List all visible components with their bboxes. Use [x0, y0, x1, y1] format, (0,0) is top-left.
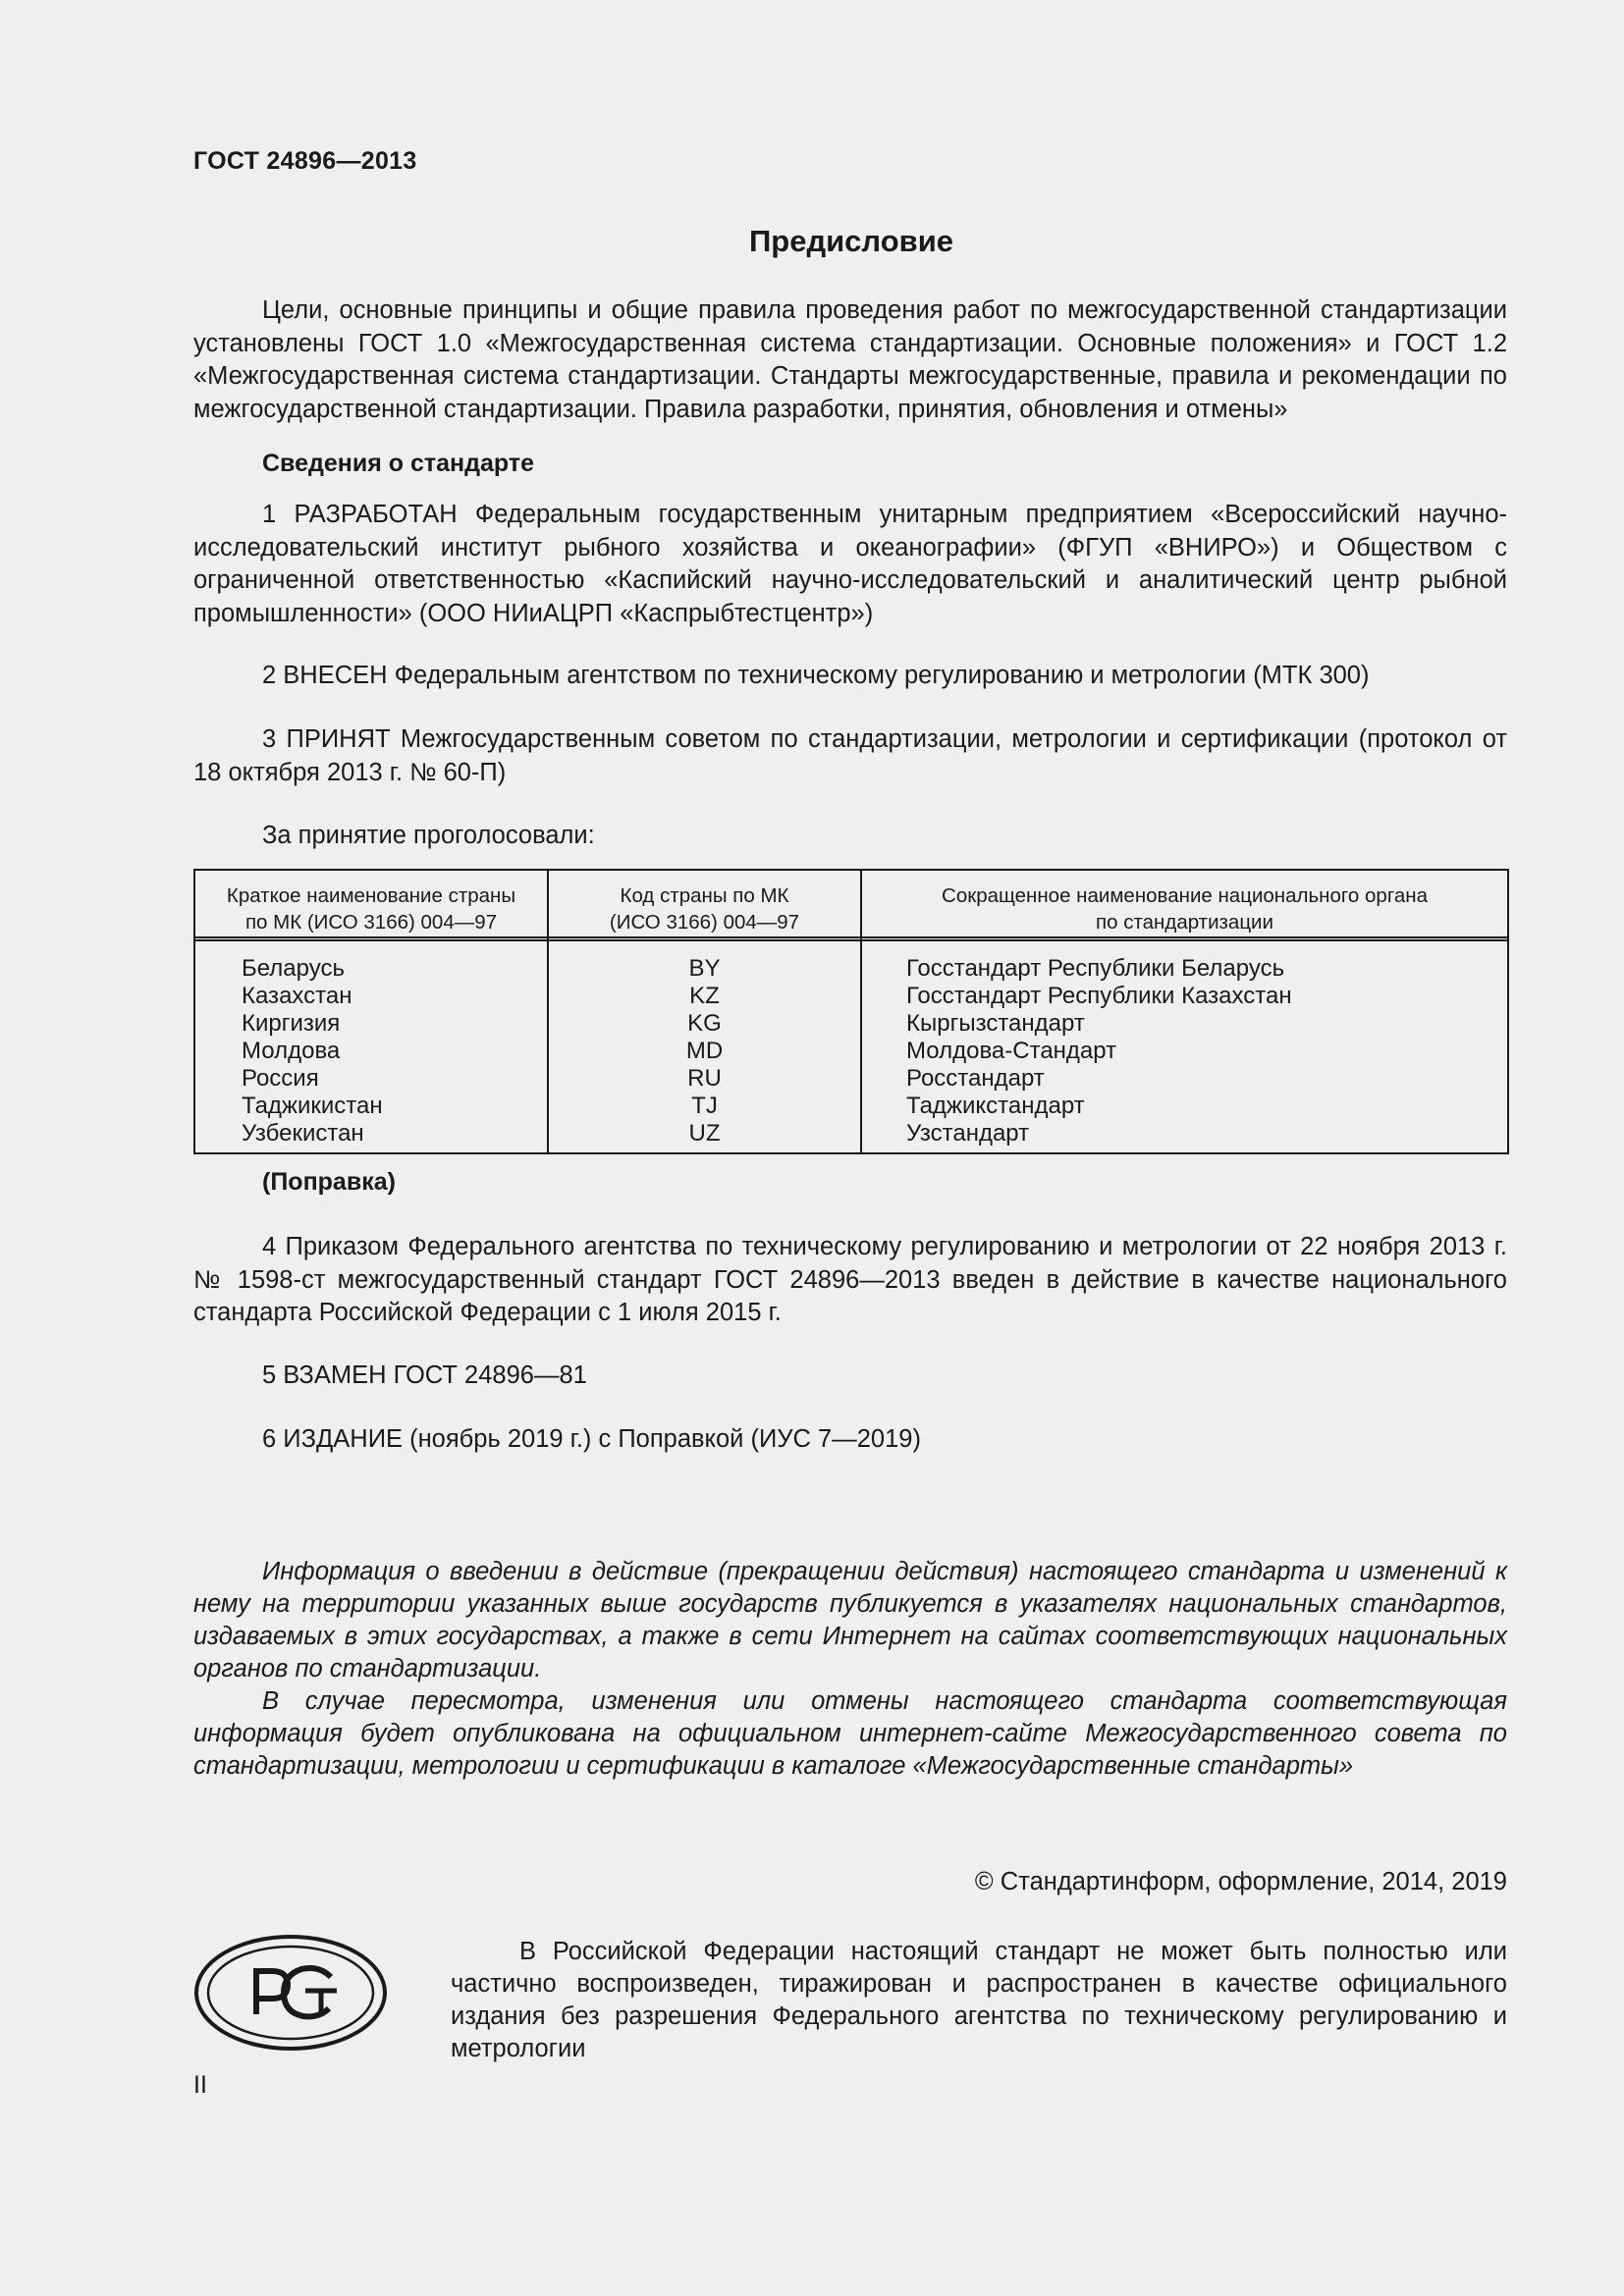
item-4: 4 Приказом Федерального агентства по техническому регулированию и метрологии от 22 ноября 2013 г. № 1598-ст межгосударственный стандарт ГОСТ 24896—2013 введен в действие в качестве национального стандарта Российской Федерации с 1 июля 2015 г.	[193, 1233, 1507, 1326]
intro-paragraph	[193, 294, 1507, 426]
header-code: Код страны по МК (ИСО 3166) 004—97	[609, 884, 800, 934]
table-cell: KZ	[689, 983, 720, 1009]
info-paragraph-2: В случае пересмотра, изменения или отмены настоящего стандарта соответствующая информация будет опубликована на официальном интернет-сайте Межгосударственного совета по стандартизации, метрологии и сертификации в каталоге «Межгосударственные стандарты»	[193, 1687, 1507, 1780]
table-cell: MD	[685, 1038, 724, 1064]
table-cell: Узбекистан	[242, 1120, 364, 1147]
table-cell: UZ	[688, 1120, 721, 1147]
table-cell: Таджикистан	[242, 1093, 383, 1119]
table-cell: Казахстан	[242, 983, 352, 1009]
table-cell: Молдова-Стандарт	[906, 1038, 1117, 1064]
page-number: II	[193, 2071, 207, 2099]
rf-reproduction-note: В Российской Федерации настоящий стандарт не может быть полностью или частично воспроизведен, тиражирован и распространен в качестве официального издания без разрешения Федерального агентства по техническому регулированию и метрологии	[451, 1938, 1507, 2062]
info-block	[193, 1556, 1507, 1783]
rst-logo	[193, 1934, 388, 2056]
document-code: ГОСТ 24896—2013	[193, 147, 417, 175]
table-cell: Госстандарт Республики Беларусь	[906, 955, 1285, 982]
column-countries	[242, 955, 383, 1148]
table-cell: Молдова	[242, 1038, 341, 1064]
item-1: 1 РАЗРАБОТАН Федеральным государственным унитарным предприятием «Всероссийский научно-исследовательский институт рыбного хозяйства и океанографии» (ФГУП «ВНИРО») и Обществом с ограниченной ответственностью «Каспийский научно-исследовательский и аналитический центр рыбной промышленности» (ООО НИиАЦРП «Каспрыбтестцентр»)	[193, 501, 1507, 627]
page-title: Предисловие	[748, 224, 953, 258]
item-2: 2 ВНЕСЕН Федеральным агентством по техническому регулированию и метрологии (МТК 300)	[262, 662, 1370, 689]
standard-info-heading: Сведения о стандарте	[262, 450, 535, 477]
table-cell: Кыргызстандарт	[906, 1010, 1085, 1037]
item-6: 6 ИЗДАНИЕ (ноябрь 2019 г.) с Поправкой (ИУС 7—2019)	[262, 1425, 921, 1453]
table-cell: Россия	[242, 1065, 319, 1092]
table-cell: TJ	[691, 1093, 718, 1119]
copyright-line: © Стандартинформ, оформление, 2014, 2019	[974, 1868, 1507, 1896]
amendment-note: (Поправка)	[262, 1168, 396, 1196]
table-cell: KG	[687, 1010, 722, 1037]
table-cell: RU	[687, 1065, 722, 1092]
table-cell: Госстандарт Республики Казахстан	[906, 983, 1292, 1009]
header-body: Сокращенное наименование национального органа по стандартизации	[942, 884, 1428, 934]
intro-text: Цели, основные принципы и общие правила проведения работ по межгосударственной стандартизации установлены ГОСТ 1.0 «Межгосударственная система стандартизации. Основные положения» и ГОСТ 1.2 «Межгосударственная система стандартизации. Стандарты межгосударственные, правила и рекомендации по межгосударственной стандартизации. Правила разработки, принятия, обновления и отмены»	[193, 296, 1507, 423]
column-codes	[549, 955, 860, 1148]
voting-table	[193, 869, 1509, 1154]
table-cell: BY	[688, 955, 721, 982]
item-3: 3 ПРИНЯТ Межгосударственным советом по стандартизации, метрологии и сертификации (протокол от 18 октября 2013 г. № 60-П)	[193, 725, 1507, 786]
table-cell: Узстандарт	[906, 1120, 1030, 1147]
table-cell: Киргизия	[242, 1010, 341, 1037]
item-5: 5 ВЗАМЕН ГОСТ 24896—81	[262, 1362, 587, 1389]
table-cell: Беларусь	[242, 955, 345, 982]
rst-logo-icon	[193, 1934, 388, 2052]
header-country: Краткое наименование страны по МК (ИСО 3166) 004—97	[226, 884, 516, 934]
info-paragraph-1: Информация о введении в действие (прекращении действия) настоящего стандарта и изменений к нему на территории указанных выше государств публикуется в указателях национальных стандартов, издаваемых в этих государствах, а также в сети Интернет на сайтах соответствующих национальных органов по стандартизации.	[193, 1558, 1507, 1682]
table-cell: Росстандарт	[906, 1065, 1045, 1092]
column-bodies	[906, 955, 1292, 1148]
table-cell: Таджикстандарт	[906, 1093, 1085, 1119]
voted-label: За принятие проголосовали:	[262, 822, 595, 849]
